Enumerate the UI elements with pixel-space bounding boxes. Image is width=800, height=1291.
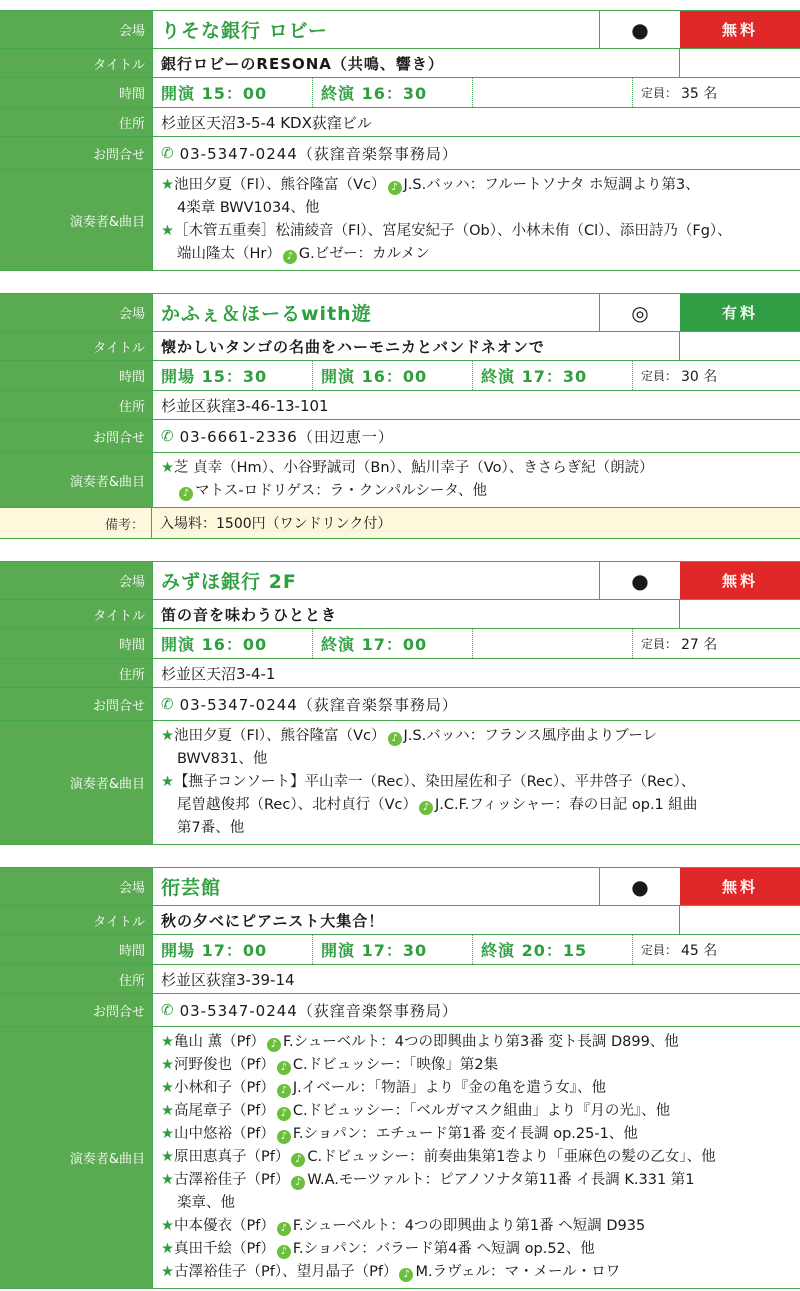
performer-line: ★山中悠裕（Pf） ♪ F.ショパン：エチュード第1番 変イ長調 op.25-1、他 <box>161 1126 638 1142</box>
field-label-title: タイトル <box>0 600 152 628</box>
event-table <box>0 561 800 845</box>
music-note-icon: ♪ <box>291 1153 305 1167</box>
music-note-icon: ♪ <box>277 1061 291 1075</box>
event-table <box>0 10 800 271</box>
performer-line: ★原田恵真子（Pf） ♪ C.ドビュッシー：前奏曲集第1巻より「亜麻色の髪の乙女」、他 <box>161 1149 716 1165</box>
music-note-icon: ♪ <box>283 250 297 264</box>
capacity <box>633 361 800 390</box>
music-note-icon: ♪ <box>291 1176 305 1190</box>
time-cell: 開演 15：00 <box>153 78 313 107</box>
time-row <box>0 78 800 108</box>
title-blank-cell <box>679 332 800 360</box>
contact-phone[interactable]: 03-5347-0244（荻窪音楽祭事務局） <box>179 1001 458 1020</box>
performers-list <box>152 170 800 270</box>
field-label-address: 住所 <box>0 108 152 136</box>
performers-list <box>152 1027 800 1288</box>
performer-line: ★小林和子（Pf） ♪ J.イベール：「物語」より『金の亀を遣う女』、他 <box>161 1080 606 1096</box>
performers-row <box>0 721 800 845</box>
fee-badge: 有料 <box>680 294 800 331</box>
star-icon: ★ <box>161 774 174 790</box>
contact-row <box>0 420 800 453</box>
time-cell: 開場 17：00 <box>153 935 313 964</box>
star-icon: ★ <box>161 1172 174 1188</box>
music-note-icon: ♪ <box>277 1130 291 1144</box>
capacity <box>633 629 800 658</box>
star-icon: ★ <box>161 177 174 193</box>
contact <box>152 137 800 169</box>
field-label-remarks: 備考： <box>0 508 152 538</box>
event-title: 懐かしいタンゴの名曲をハーモニカとバンドネオンで <box>152 332 679 360</box>
event-block <box>0 293 800 561</box>
fee-badge: 無料 <box>680 562 800 599</box>
performer-line: ★亀山 薫（Pf） ♪ F.シューベルト：4つの即興曲より第3番 変ト長調 D899、他 <box>161 1034 679 1050</box>
time-cell: 開演 17：30 <box>313 935 473 964</box>
top-gap <box>0 0 800 10</box>
venue-name: かふぇ＆ほーるwith遊 <box>152 294 599 331</box>
time-cells <box>152 78 800 107</box>
performer-line: ★河野俊也（Pf） ♪ C.ドビュッシー：「映像」第2集 <box>161 1057 499 1073</box>
time-cells <box>152 935 800 964</box>
block-spacer <box>0 539 800 561</box>
performer-line: ★真田千絵（Pf） ♪ F.ショパン：バラード第4番 へ短調 op.52、他 <box>161 1241 595 1257</box>
fee-badge: 無料 <box>680 11 800 48</box>
performer-line: 楽章、他 <box>177 1195 235 1211</box>
capacity-value: 35 名 <box>681 85 718 102</box>
event-block <box>0 0 800 293</box>
venue-row <box>0 561 800 600</box>
venue-row <box>0 867 800 906</box>
performer-line: ♪ マトス-ロドリゲス：ラ・クンパルシータ、他 <box>161 480 792 503</box>
field-label-venue: 会場 <box>0 562 152 599</box>
event-table <box>0 867 800 1289</box>
star-icon: ★ <box>161 1264 174 1280</box>
field-label-performers: 演奏者&曲目 <box>0 453 152 507</box>
venue-row <box>0 10 800 49</box>
address-row <box>0 391 800 420</box>
fee-badge: 無料 <box>680 868 800 905</box>
music-note-icon: ♪ <box>388 181 402 195</box>
performer-line: 4楽章 BWV1034、他 <box>177 200 320 216</box>
capacity-label: 定員： <box>641 943 678 957</box>
contact-phone[interactable]: 03-6661-2336（田辺恵一） <box>179 427 394 446</box>
title-row <box>0 332 800 361</box>
time-row <box>0 629 800 659</box>
star-icon: ★ <box>161 1057 174 1073</box>
venue-mark: ● <box>599 11 680 48</box>
star-icon: ★ <box>161 223 174 239</box>
phone-icon: ✆ <box>161 1001 174 1019</box>
time-cell: 開演 16：00 <box>313 361 473 390</box>
music-note-icon: ♪ <box>419 801 433 815</box>
field-label-venue: 会場 <box>0 294 152 331</box>
performer-line: ★池田夕夏（Fl）、熊谷隆富（Vc） ♪ J.S.バッハ：フランス風序曲よりブーレ <box>161 728 658 744</box>
music-note-icon: ♪ <box>267 1038 281 1052</box>
remarks: 入場料：1500円（ワンドリンク付） <box>160 516 392 532</box>
field-label-time: 時間 <box>0 78 152 107</box>
contact-row <box>0 994 800 1027</box>
performer-line: 端山隆太（Hr） ♪ G.ビゼー：カルメン <box>177 246 430 262</box>
event-title: 秋の夕べにピアニスト大集合！ <box>152 906 679 934</box>
performers-list <box>152 721 800 844</box>
performer-line: ★古澤裕佳子（Pf）、望月晶子（Pf） ♪ M.ラヴェル：マ・メール・ロワ <box>161 1264 621 1280</box>
performer-line: ★池田夕夏（Fl）、熊谷隆富（Vc） ♪ J.S.バッハ：フルートソナタ ホ短調より第3、 <box>161 177 700 193</box>
music-note-icon: ♪ <box>277 1245 291 1259</box>
music-note-icon: ♪ <box>277 1222 291 1236</box>
performers-row <box>0 453 800 508</box>
star-icon: ★ <box>161 1080 174 1096</box>
field-label-contact: お問合せ <box>0 688 152 720</box>
music-note-icon: ♪ <box>277 1107 291 1121</box>
field-label-address: 住所 <box>0 965 152 993</box>
performer-line: ★［木管五重奏］松浦綾音（Fl）、宮尾安紀子（Ob）、小林未侑（Cl）、添田詩乃（Fg）、 <box>161 223 732 239</box>
field-label-title: タイトル <box>0 49 152 77</box>
venue-name: りそな銀行 ロビー <box>152 11 599 48</box>
performer-line: 尾曽越俊邦（Rec）、北村貞行（Vc） ♪ J.C.F.フィッシャー：春の日記 op.1 組曲 <box>177 797 698 813</box>
contact-row <box>0 688 800 721</box>
capacity-value: 27 名 <box>681 636 718 653</box>
performer-line: ★中本優衣（Pf） ♪ F.シューベルト：4つの即興曲より第1番 へ短調 D935 <box>161 1218 646 1234</box>
star-icon: ★ <box>161 1241 174 1257</box>
field-label-time: 時間 <box>0 629 152 658</box>
star-icon: ★ <box>161 1218 174 1234</box>
contact <box>152 994 800 1026</box>
contact-row <box>0 137 800 170</box>
time-cell: 終演 17：00 <box>313 629 473 658</box>
capacity <box>633 78 800 107</box>
time-row <box>0 935 800 965</box>
remarks-row <box>0 508 800 539</box>
capacity-label: 定員： <box>641 637 678 651</box>
performers-list <box>152 453 800 507</box>
time-cell <box>473 78 633 107</box>
venue-mark: ● <box>599 868 680 905</box>
star-icon: ★ <box>161 728 174 744</box>
field-label-venue: 会場 <box>0 868 152 905</box>
capacity-label: 定員： <box>641 369 678 383</box>
performer-line: ★高尾章子（Pf） ♪ C.ドビュッシー：「ベルガマスク組曲」より『月の光』、他 <box>161 1103 671 1119</box>
field-label-time: 時間 <box>0 935 152 964</box>
address: 杉並区荻窪3-39-14 <box>152 965 800 993</box>
field-label-contact: お問合せ <box>0 137 152 169</box>
contact-phone[interactable]: 03-5347-0244（荻窪音楽祭事務局） <box>179 695 458 714</box>
time-cell: 終演 16：30 <box>313 78 473 107</box>
field-label-title: タイトル <box>0 906 152 934</box>
event-title: 銀行ロビーのRESONA（共鳴、響き） <box>152 49 679 77</box>
phone-icon: ✆ <box>161 695 174 713</box>
phone-icon: ✆ <box>161 427 174 445</box>
music-note-icon: ♪ <box>179 487 193 501</box>
performer-line: 第7番、他 <box>177 820 245 836</box>
performer-line: BWV831、他 <box>177 751 268 767</box>
star-icon: ★ <box>161 1034 174 1050</box>
music-note-icon: ♪ <box>388 732 402 746</box>
performer-line: ★【撫子コンソート】平山幸一（Rec）、染田屋佐和子（Rec）、平井啓子（Rec）、 <box>161 774 696 790</box>
title-row <box>0 49 800 78</box>
phone-icon: ✆ <box>161 144 174 162</box>
star-icon: ★ <box>161 1126 174 1142</box>
title-blank-cell <box>679 600 800 628</box>
event-block <box>0 561 800 867</box>
star-icon: ★ <box>161 460 174 476</box>
block-spacer <box>0 271 800 293</box>
performers-row <box>0 170 800 271</box>
time-cell <box>473 629 633 658</box>
address: 杉並区荻窪3-46-13-101 <box>152 391 800 419</box>
field-label-performers: 演奏者&曲目 <box>0 1027 152 1288</box>
field-label-time: 時間 <box>0 361 152 390</box>
performer-line: ★古澤裕佳子（Pf） ♪ W.A.モーツァルト：ピアノソナタ第11番 イ長調 K.331 第1 <box>161 1172 695 1188</box>
field-label-venue: 会場 <box>0 11 152 48</box>
field-label-address: 住所 <box>0 391 152 419</box>
contact-phone[interactable]: 03-5347-0244（荻窪音楽祭事務局） <box>179 144 458 163</box>
performers-row <box>0 1027 800 1289</box>
title-row <box>0 906 800 935</box>
capacity-value: 45 名 <box>681 942 718 959</box>
title-row <box>0 600 800 629</box>
event-table <box>0 293 800 539</box>
star-icon: ★ <box>161 1149 174 1165</box>
block-spacer <box>0 845 800 867</box>
venue-name: みずほ銀行 2F <box>152 562 599 599</box>
event-title: 笛の音を味わうひととき <box>152 600 679 628</box>
capacity-label: 定員： <box>641 86 678 100</box>
time-cell: 終演 17：30 <box>473 361 633 390</box>
time-cells <box>152 361 800 390</box>
contact <box>152 420 800 452</box>
event-block <box>0 867 800 1289</box>
title-blank-cell <box>679 906 800 934</box>
capacity <box>633 935 800 964</box>
time-cell: 開場 15：30 <box>153 361 313 390</box>
address-row <box>0 659 800 688</box>
venue-mark: ◎ <box>599 294 680 331</box>
address-row <box>0 965 800 994</box>
time-cell: 開演 16：00 <box>153 629 313 658</box>
field-label-contact: お問合せ <box>0 994 152 1026</box>
venue-row <box>0 293 800 332</box>
address: 杉並区天沼3-4-1 <box>152 659 800 687</box>
address: 杉並区天沼3-5-4 KDX荻窪ビル <box>152 108 800 136</box>
field-label-address: 住所 <box>0 659 152 687</box>
contact <box>152 688 800 720</box>
address-row <box>0 108 800 137</box>
time-cells <box>152 629 800 658</box>
field-label-performers: 演奏者&曲目 <box>0 721 152 844</box>
title-blank-cell <box>679 49 800 77</box>
venue-mark: ● <box>599 562 680 599</box>
time-cell: 終演 20：15 <box>473 935 633 964</box>
music-note-icon: ♪ <box>399 1268 413 1282</box>
star-icon: ★ <box>161 1103 174 1119</box>
field-label-performers: 演奏者&曲目 <box>0 170 152 270</box>
capacity-value: 30 名 <box>681 368 718 385</box>
music-note-icon: ♪ <box>277 1084 291 1098</box>
field-label-title: タイトル <box>0 332 152 360</box>
field-label-contact: お問合せ <box>0 420 152 452</box>
performer-line: ★芝 貞幸（Hm）、小谷野誠司（Bn）、鮎川幸子（Vo）、きさらぎ紀（朗読） <box>161 460 654 476</box>
venue-name: 衎芸館 <box>152 868 599 905</box>
time-row <box>0 361 800 391</box>
